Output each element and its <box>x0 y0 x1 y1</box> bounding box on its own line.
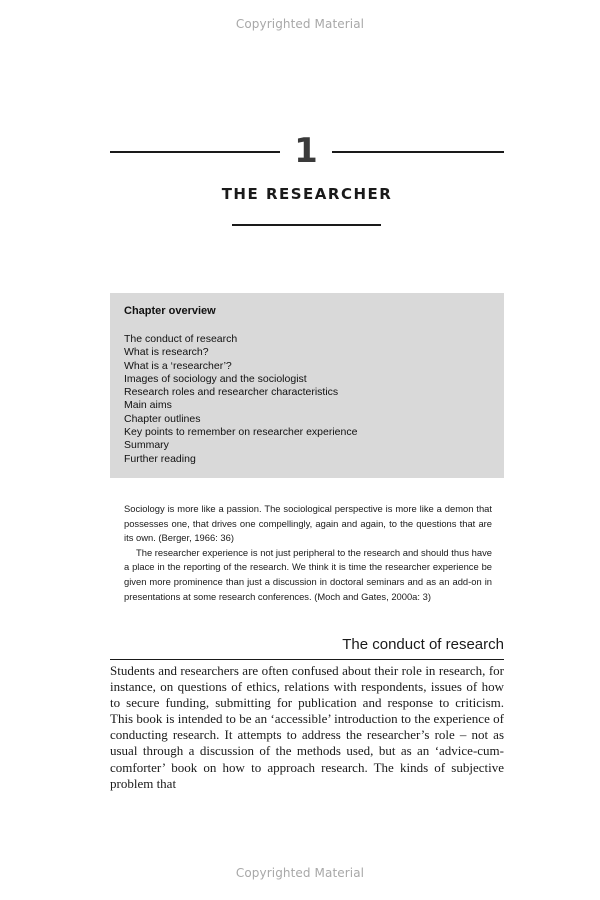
epigraph-berger: Sociology is more like a passion. The sociological perspective is more like a demon that possesses one, that drives one compellingly, again and again, to the questions that are its own. (Berger, 1966: 36) <box>124 503 492 544</box>
chapter-overview-box <box>110 293 504 478</box>
copyright-watermark-bottom: Copyrighted Material <box>235 866 365 880</box>
chapter-title: THE RESEARCHER <box>221 185 393 203</box>
overview-item: Key points to remember on researcher experience <box>124 426 358 439</box>
epigraph-moch-gates: The researcher experience is not just peripheral to the research and should thus have a place in the reporting of the research. We think it is time the researcher experience be given more prominence than just a discussion in doctoral seminars and as an add-on in presentations at some research conferences. (Moch and Gates, 2000a: 3) <box>124 546 492 602</box>
overview-item: Images of sociology and the sociologist <box>124 372 307 385</box>
overview-item: The conduct of research <box>124 333 238 345</box>
overview-item: Research roles and researcher characteristics <box>124 386 339 399</box>
overview-item: What is research? <box>124 346 209 359</box>
chapter-overview-list <box>124 333 357 466</box>
overview-item: What is a ‘researcher’? <box>124 359 232 372</box>
overview-item: Further reading <box>124 452 196 465</box>
chapter-rule-left <box>110 151 280 153</box>
chapter-title-rule <box>232 224 381 226</box>
body-paragraph: Students and researchers are often confused about their role in research, for instance, on questions of ethics, relations with respondents, issues of how to secure funding, submitting for publication and response to criticism. This book is intended to be an ‘accessible’ introduction to the experience of conducting research. It attempts to address the researcher’s role – not as usual through a discussion of the methods used, but as an ‘advice-cum-comforter’ book on how to approach research. The kinds of subjective problem that <box>110 663 504 791</box>
chapter-number: 1 <box>294 131 318 171</box>
section-heading: The conduct of research <box>342 636 504 653</box>
section-heading-rule <box>110 659 504 660</box>
epigraph-quotes <box>124 502 492 604</box>
chapter-overview-title: Chapter overview <box>124 305 216 317</box>
copyright-watermark-top: Copyrighted Material <box>235 17 365 31</box>
chapter-rule-right <box>332 151 504 153</box>
overview-item: Chapter outlines <box>124 412 201 425</box>
overview-item: Summary <box>124 439 169 452</box>
overview-item: Main aims <box>124 399 172 412</box>
chapter-number-header <box>110 133 504 173</box>
